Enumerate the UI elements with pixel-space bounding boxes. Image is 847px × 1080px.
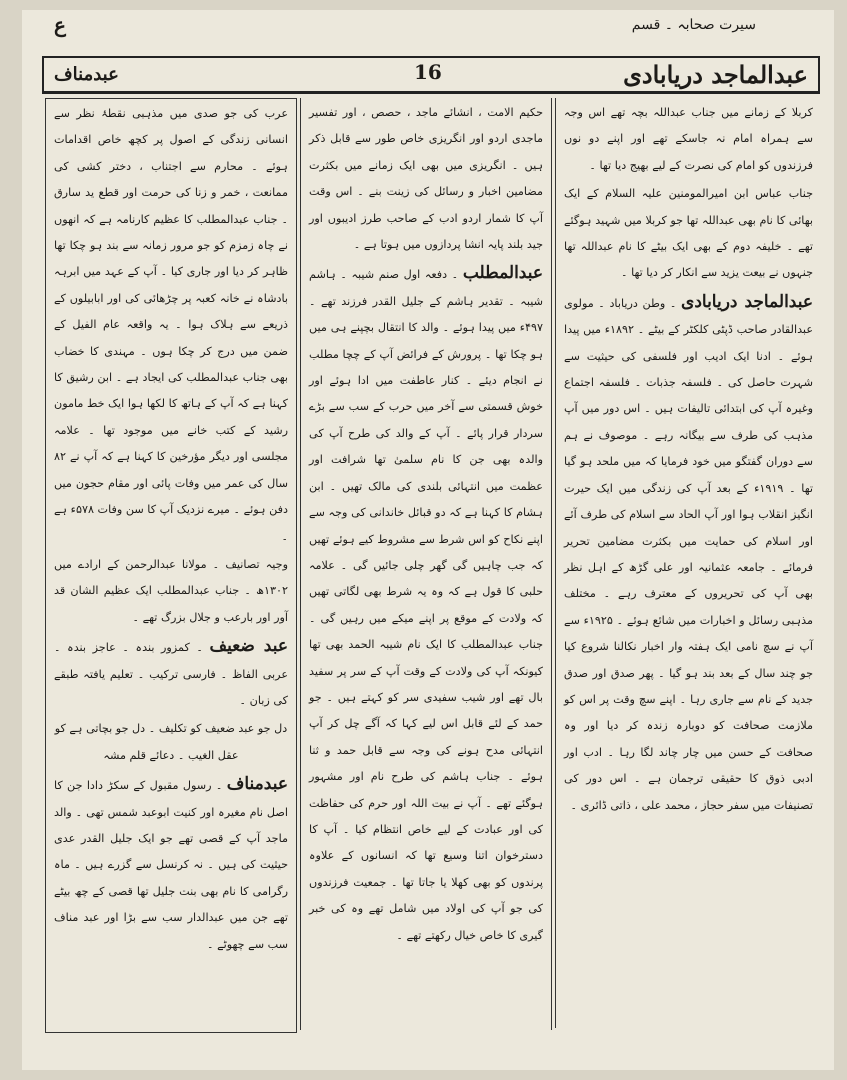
entry-headword: عبدالماجد دریابادی <box>681 291 813 312</box>
column-right <box>555 98 821 1028</box>
paragraph-text: دل جو عبد ضعیف کو تکلیف ۔ دل جو بچاتی ہے کو عقل الغیب ۔ دعائے قلم مشہ <box>54 722 288 762</box>
column-left <box>45 98 297 1033</box>
paragraph-text: ۔ کمزور بندہ ۔ عاجز بندہ ۔ عربی الفاظ ۔ فارسی ترکیب ۔ تعلیم یافتہ طبقے کی زبان ۔ <box>54 641 288 707</box>
paragraph <box>54 552 288 631</box>
paragraph <box>54 771 288 958</box>
top-note-row <box>22 14 834 36</box>
paragraph <box>564 181 813 287</box>
paragraph-text: کربلا کے زمانے میں جناب عبداللہ بچہ تھے اس وجہ سے ہمراہ امام نہ جاسکے تھے اور اپنے دو نوں فرزندوں کو امام کی نصرت کے لیے بھیج دیا تھا ۔ <box>564 106 813 172</box>
paragraph <box>309 260 543 949</box>
paragraph-text: عرب کی جو صدی میں مذہبی نقطۂ نظر سے انسانی زندگی کے اصول پر کچھ خاص اقدامات ہوئے ۔ محارم سے اجتناب ، دختر کشی کی ممانعت ، خمر و زنا کی حرمت اور قطع ید سارق ۔ جناب عبدالمطلب کا عظیم کارنامہ ہے کہ انھوں نے چاہ زمزم کو جو مرور زمانہ سے بند ہو چکا تھا ظاہر کر دیا اور جاری کیا ۔ آپ کے عہد میں ابرہہ بادشاہ نے خانہ کعبہ پر چڑھائی کی اور ابابیلوں کے ذریعے سے ہلاک ہوا ۔ یہ واقعہ عام الفیل کے ضمن میں درج کر چکا ہوں ۔ مہندی کا خضاب بھی جناب عبدالمطلب کی ایجاد ہے ۔ ابن رشیق کا کہنا ہے کہ آپ کے ہاتھ کا لکھا ہوا ایک خط مامون رشید کے کتب خانے میں موجود تھا ۔ علامہ مجلسی اور دیگر مؤرخین کا کہنا ہے کہ آپ نے ۸۲ سال کی عمر میں وفات پائی اور مقام حجون میں دفن ہوئے ۔ میرے نزدیک آپ کا سن وفات ۵۷۸ء ہے ۔ <box>54 107 288 543</box>
paragraph <box>564 100 813 179</box>
paragraph <box>54 101 288 550</box>
running-header <box>42 56 820 94</box>
paragraph-text: ۔ وطن دریاباد ۔ مولوی عبدالقادر صاحب ڈپٹی کلکٹر کے بیٹے ۔ ۱۸۹۲ء میں پیدا ہوئے ۔ ادنا ایک ادیب اور فلسفی کی حیثیت سے شہرت حاصل کی ۔ فلسفہ جذبات ۔ فلسفہ اجتماع وغیرہ آپ کی ابتدائی تالیفات ہیں ۔ اس دور میں آپ مذہب کی طرف سے بیگانہ رہے ۔ موصوف نے ہم سے دوران گفتگو میں خود فرمایا کہ میں ملحد ہو گیا تھا ۔ ۱۹۱۹ء کے بعد آپ کی زندگی میں ایک حیرت انگیز انقلاب ہوا اور آپ الحاد سے اسلام کی طرف آئے اور اسلام کی حمایت میں بکثرت مضامین تحریر فرمائے ۔ جامعہ عثمانیہ اور علی گڑھ کے اہل نظر بھی آپ کی تحریروں کے معترف رہے ۔ مختلف مذہبی رسائل و اخبارات میں شائع ہوئے ۔ ۱۹۲۵ء سے آپ نے سچ نامی ایک ہفتہ وار اخبار نکالنا شروع کیا جو چند سال کے بعد بند ہو گیا ۔ پھر صدق اور صدق جدید کے نام سے جاری رہا ۔ اپنے سچ وقت پر اس کو ملازمت صحافت کو دوبارہ زندہ کر دیا اور وہ صحافت کے حسن میں چار چاند لگا رہا ۔ ادب اور ادبی ذوق کا حقیقی ترجمان ہے ۔ اس دور کی تصنیفات میں سفر حجاز ، محمد علی ، ذاتی ڈائری ۔ <box>564 296 814 812</box>
series-title: سیرت صحابہ ۔ قسم <box>631 17 756 33</box>
page-number: 16 <box>414 60 442 84</box>
column-middle <box>300 98 552 1030</box>
paragraph-text: جناب عباس ابن امیرالمومنین علیہ السلام کے ایک بھائی کا نام بھی عبداللہ تھا جو کربلا میں شہید ہوگئے تھے ۔ خلیفہ دوم کے بھی ایک بیٹے کا نام عبداللہ تھا جنہوں نے بیعت یزید سے انکار کر دیا تھا ۔ <box>564 187 813 280</box>
paragraph <box>564 289 813 819</box>
paragraph <box>309 100 543 258</box>
corner-letter: ع <box>54 13 66 37</box>
entry-headword: عبد ضعیف <box>209 636 289 657</box>
header-entry-title: عبدالماجد دریابادی <box>623 60 808 89</box>
paragraph-text: حکیم الامت ، انشائے ماجد ، حصص ، اور تفسیر ماجدی اردو اور انگریزی خاص طور سے قابل ذکر ہیں ۔ انگریزی میں بھی ایک زمانے میں بکثرت مضامین اخبار و رسائل کی زینت بنے ۔ اس وقت آپ کا شمار اردو ادب کے صاحب طرز ادیبوں اور جید بلند پایہ انشا پردازوں میں ہوتا ہے ۔ <box>309 106 543 252</box>
header-entry-short: عبدمناف <box>54 64 119 85</box>
paragraph-text: ۔ دفعہ اول صنم شیبہ ۔ ہاشم شیبہ ۔ تقدیر ہاشم کے جلیل القدر فرزند تھے ۔ ۴۹۷ء میں پیدا ہوئے ۔ والد کا انتقال بچپنے ہی میں ہو چکا تھا ۔ پرورش کے فرائض آپ کے چچا مطلب نے انجام دیئے ۔ کنار عاطفت میں ادا ہوئے اور خوش قسمتی سے آخر میں حرب کے سب سے بڑے سردار قرار پائے ۔ آپ کے والد کی طرح آپ کی والدہ بھی جن کا نام سلمیٰ تھا شرافت اور عظمت میں انتہائی بلندی کی مالک تھیں ۔ ابن ہشام کا کہنا ہے کہ دو قبائل خاندانی کی وجہ سے اپنے نکاح کو اس شرط سے مشروط کیے ہوئے تھیں کہ جب چاہیں گی گھر چلی جائیں گی ۔ علامہ حلبی کا قول ہے کہ وہ یہ شرط بھی لگاتی تھیں کہ ولادت کے موقع پر اپنے میکے میں رہیں گی ۔ جناب عبدالمطلب کا ایک نام شیبہ الحمد بھی تھا کیونکہ آپ کی ولادت کے وقت آپ کے سر پر سفید بال تھے اور شیب سفیدی سر کو کہتے ہیں ۔ جو حمد کے لئے قابل اس لیے کہا کہ آگے چل کر آپ انتہائی مدح ہونے کی وجہ سے قابل حمد و ثنا ہوئے ۔ جناب ہاشم کی طرح نام اور مشہور ہوگئے تھے ۔ آپ نے بیت اللہ اور حرم کی حفاظت کی اور عبادت کے لیے خاص انتظام کیا ۔ آپ کا دسترخوان اتنا وسیع تھا کہ انسانوں کے علاوہ پرندوں کو بھی کھلا یا جاتا تھا ۔ جمعیت فرزندوں کی جو آپ کی اولاد میں شامل تھے وہ کی خبر گیری کا خاص خیال رکھتے تھے ۔ <box>309 268 543 942</box>
paragraph-text: ۔ رسول مقبول کے سکڑ دادا جن کا اصل نام مغیرہ اور کنیت ابوعبد شمس تھی ۔ والد ماجد آپ کے قصی تھے جو ایک جلیل القدر عدی حیثیت کی ہیں ۔ نہ کرنسل سے گزرے ہیں ۔ ماہ رگرامی کا نام بھی بنت جلیل تھا قصی کے چھ بیٹے تھے جن میں عبدالدار سب سے بڑا اور عبد مناف سب سے چھوٹے ۔ <box>54 779 288 951</box>
verse-caption <box>54 716 288 769</box>
paragraph-text: وجیہ تصانیف ۔ مولانا عبدالرحمن کے ارادے میں ۱۳۰۲ھ ۔ جناب عبدالمطلب ایک عظیم الشان قد آور اور بارعب و جلال بزرگ تھے ۔ <box>54 557 288 624</box>
paragraph <box>54 633 288 714</box>
entry-headword: عبدالمطلب <box>462 263 544 284</box>
entry-headword: عبدمناف <box>226 774 288 795</box>
